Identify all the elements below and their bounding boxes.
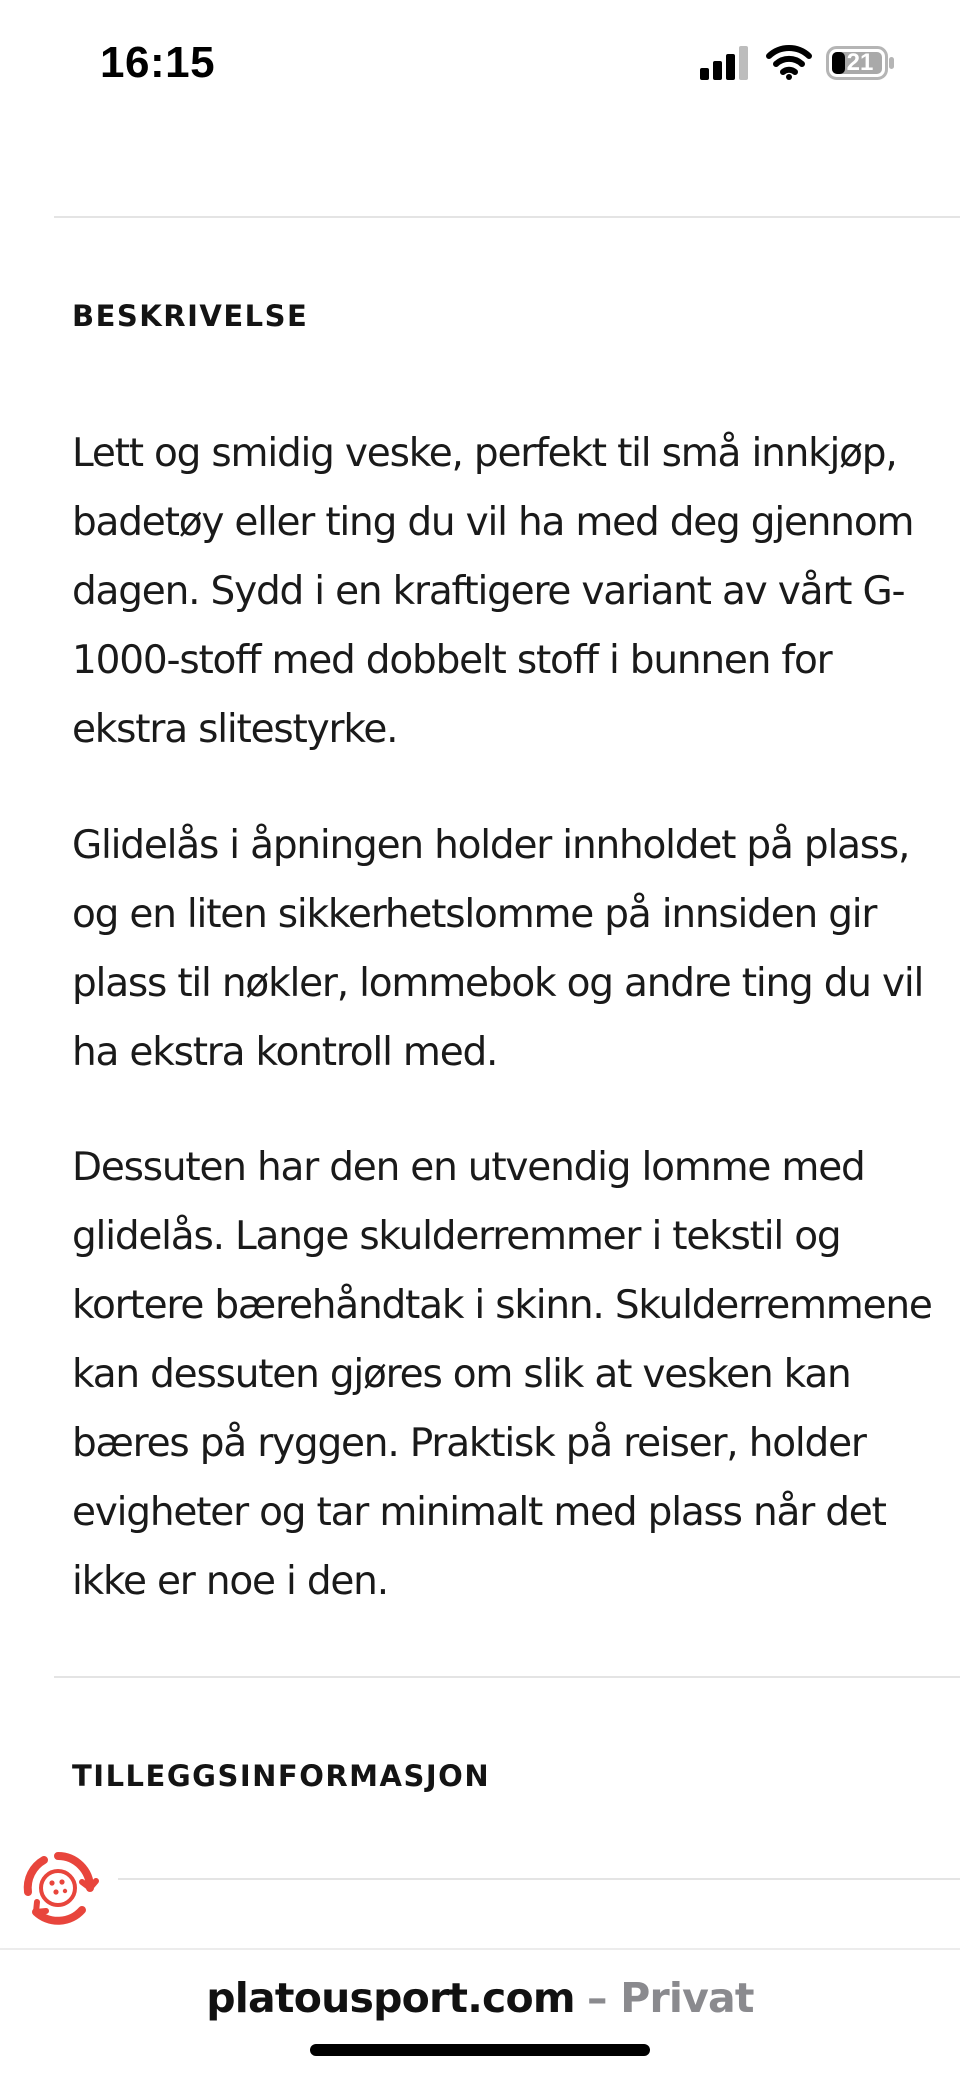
status-bar (0, 0, 960, 130)
description-paragraph: Dessuten har den en utvendig lomme med glidelås. Lange skulderremmer i tekstil og kortere bærehåndtak i skinn. Skulderremmene kan dessuten gjøres om slik at vesken kan bæres på ryggen. Praktisk på reiser, holder evigheter og tar minimalt med plass når det ikke er noe i den. (72, 1145, 932, 1604)
status-time: 16:15 (100, 38, 216, 87)
description-paragraph: Glidelås i åpningen holder innholdet på plass, og en liten sikkerhetslomme på innsiden gir plass til nøkler, lommebok og andre ting du vil ha ekstra kontroll med. (72, 823, 924, 1075)
address-bar[interactable] (0, 1974, 960, 2022)
url-domain[interactable]: platousport.com (206, 1974, 575, 2022)
additional-info-heading[interactable]: TILLEGGSINFORMASJON (72, 1759, 491, 1793)
description-heading: BESKRIVELSE (72, 299, 309, 333)
description-paragraph: Lett og smidig veske, perfekt til små innkjøp, badetøy eller ting du vil ha med deg gjennom dagen. Sydd i en kraftigere variant av vårt G-1000-stoff med dobbelt stoff i bunnen for ekstra slitestyrke. (72, 431, 914, 752)
private-mode-label: – Privat (587, 1974, 754, 2022)
section-divider (118, 1878, 960, 1880)
section-divider (54, 1676, 960, 1678)
signal-icon (700, 46, 752, 80)
chat-widget-icon[interactable] (16, 1846, 100, 1930)
wifi-icon (766, 44, 812, 80)
home-indicator[interactable] (310, 2044, 650, 2056)
battery-level: 21 (846, 49, 874, 76)
section-divider (54, 216, 960, 218)
